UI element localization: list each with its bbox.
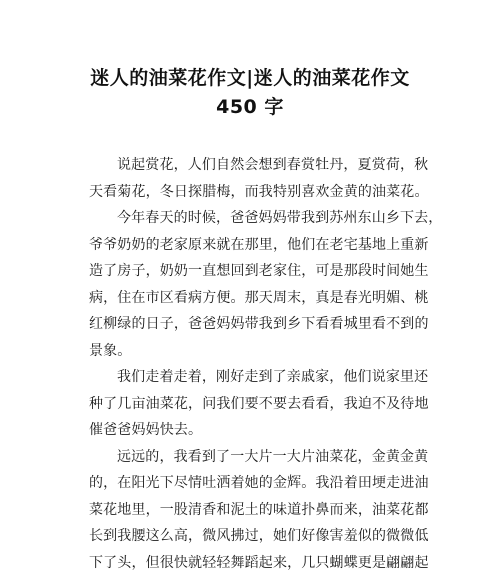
paragraph-line: 菜花地里，一股清香和泥土的味道扑鼻而来，油菜花都 [89,497,409,524]
paragraph-line: 病，住在市区看病方便。那天周末，真是春光明媚、桃 [89,285,409,312]
paragraph-line: 远远的，我看到了一大片一大片油菜花，金黄金黄 [89,444,409,471]
document-body [89,152,409,576]
paragraph-line: 种了几亩油菜花，问我们要不要去看看，我迫不及待地 [89,391,409,418]
paragraph-line: 红柳绿的日子，爸爸妈妈带我到乡下看看城里看不到的 [89,311,409,338]
paragraph-line: 景象。 [89,338,409,365]
paragraph-line: 长到我腰这么高，微风拂过，她们好像害羞似的微微低 [89,523,409,550]
paragraph-line: 造了房子，奶奶一直想回到老家住，可是那段时间她生 [89,258,409,285]
paragraph-line: 催爸爸妈妈快去。 [89,417,409,444]
document-title-line-2: 450 字 [0,95,500,119]
paragraph-line: 的，在阳光下尽情吐洒着她的金辉。我沿着田埂走进油 [89,470,409,497]
paragraph-line: 说起赏花，人们自然会想到春赏牡丹，夏赏荷，秋 [89,152,409,179]
document-title-line-1: 迷人的油菜花作文|迷人的油菜花作文 [0,66,500,90]
paragraph-line: 爷爷奶奶的老家原来就在那里，他们在老宅基地上重新 [89,232,409,259]
paragraph-line: 今年春天的时候，爸爸妈妈带我到苏州东山乡下去， [89,205,409,232]
paragraph-line: 我们走着走着，刚好走到了亲戚家，他们说家里还 [89,364,409,391]
paragraph-line: 下了头，但很快就轻轻舞蹈起来，几只蝴蝶更是翩翩起 [89,550,409,576]
paragraph-line: 天看菊花，冬日探腊梅，而我特别喜欢金黄的油菜花。 [89,179,409,206]
